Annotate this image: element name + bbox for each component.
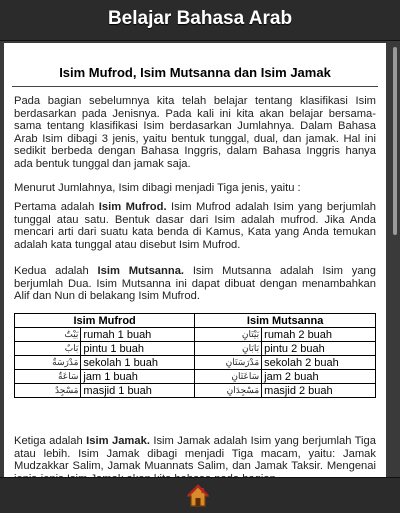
home-button[interactable] <box>186 484 210 508</box>
paragraph-classification: Menurut Jumlahnya, Isim dibagi menjadi Tiga jenis, yaitu : <box>14 182 301 194</box>
p4-prefix: Kedua adalah <box>14 265 98 277</box>
article-panel <box>4 43 386 479</box>
meaning: rumah 1 buah <box>81 328 195 342</box>
meaning: jam 1 buah <box>81 370 195 384</box>
arabic-word: سَاعَةٌ <box>15 370 81 384</box>
p5-rest: Isim Jamak adalah Isim yang berjumlah Tiga atau lebih. Isim Jamak dibagi menjadi Tiga macam, yaitu: Jamak Mudzakkar Salim, Jamak Muannats Salim, dan Jamak Taksir. Mengenai <box>14 435 376 473</box>
isim-table <box>14 313 376 398</box>
table-row <box>15 384 376 398</box>
arabic-word: مَدْرَسَةٌ <box>15 356 81 370</box>
arabic-word: مَدْرَسَتَانِ <box>195 356 262 370</box>
p3-rest: Isim Mufrod adalah Isim yang berjumlah tunggal atau satu. Bentuk dasar dari Isim adalah mufrod. Jika Anda mencari arti dari suatu kata benda di Kamus, Kata yang Anda temukan adalah kata tunggal atau disebut Isim Mufrod. <box>14 201 376 251</box>
table-header-mutsanna: Isim Mutsanna <box>195 314 376 328</box>
meaning: sekolah 1 buah <box>81 356 195 370</box>
arabic-word: سَاعَتَانِ <box>195 370 262 384</box>
arabic-word: بَابٌ <box>15 342 81 356</box>
arabic-word: مَسْجِدٌ <box>15 384 81 398</box>
arabic-word: بَابَانِ <box>195 342 262 356</box>
meaning: jam 2 buah <box>262 370 376 384</box>
p5-term: Isim Jamak. <box>86 435 150 447</box>
scrollbar[interactable] <box>390 41 400 477</box>
meaning: rumah 2 buah <box>262 328 376 342</box>
article-heading: Isim Mufrod, Isim Mutsanna dan Isim Jamak <box>59 65 331 80</box>
meaning: masjid 1 buah <box>81 384 195 398</box>
app-title: Belajar Bahasa Arab <box>107 8 293 29</box>
meaning: pintu 2 buah <box>262 342 376 356</box>
heading-divider <box>12 86 378 87</box>
table-row <box>15 328 376 342</box>
paragraph-isim-mufrod <box>14 201 376 251</box>
app-header <box>0 0 400 41</box>
meaning: pintu 1 buah <box>81 342 195 356</box>
content-area[interactable] <box>0 41 400 477</box>
paragraph-isim-mutsanna <box>14 265 376 303</box>
meaning: sekolah 2 buah <box>262 356 376 370</box>
meaning: masjid 2 buah <box>262 384 376 398</box>
table-row <box>15 370 376 384</box>
table-header-mufrod: Isim Mufrod <box>15 314 195 328</box>
p5-prefix: Ketiga adalah <box>14 435 87 447</box>
table-row <box>15 356 376 370</box>
paragraph-intro: Pada bagian sebelumnya kita telah belajar tentang klasifikasi Isim berdasarkan pada Jenisnya. Pada kali ini kita akan belajar bersama-sama tentang klasifikasi Isim berdasarkan Jumlahnya. Dalam Bahasa Arab Isim dibagi 3 jenis, yaitu bentuk tunggal, dual, dan jamak. Hal ini sedikit berbeda dengan Bahasa Inggris, dalam Bahasa Inggris hanya ada bentuk tunggal dan jamak saja. <box>14 95 376 170</box>
table-row <box>15 342 376 356</box>
arabic-word: بَيْتٌ <box>15 328 81 342</box>
p3-term: Isim Mufrod. <box>98 201 167 213</box>
p3-prefix: Pertama adalah <box>14 201 99 213</box>
scrollbar-thumb[interactable] <box>393 47 397 235</box>
table-header-row <box>15 314 376 328</box>
arabic-word: مَسْجِدَانِ <box>195 384 262 398</box>
arabic-word: بَيْتَانِ <box>195 328 262 342</box>
p4-term: Isim Mutsanna. <box>97 265 185 277</box>
bottom-nav <box>0 477 400 513</box>
p4-rest: Isim Mutsanna adalah Isim yang berjumlah Dua. Isim Mutsanna ini dapat dibuat dengan menambahkan Alif dan Nun di belakang Isim Mufrod. <box>14 265 376 303</box>
home-icon <box>186 484 210 508</box>
